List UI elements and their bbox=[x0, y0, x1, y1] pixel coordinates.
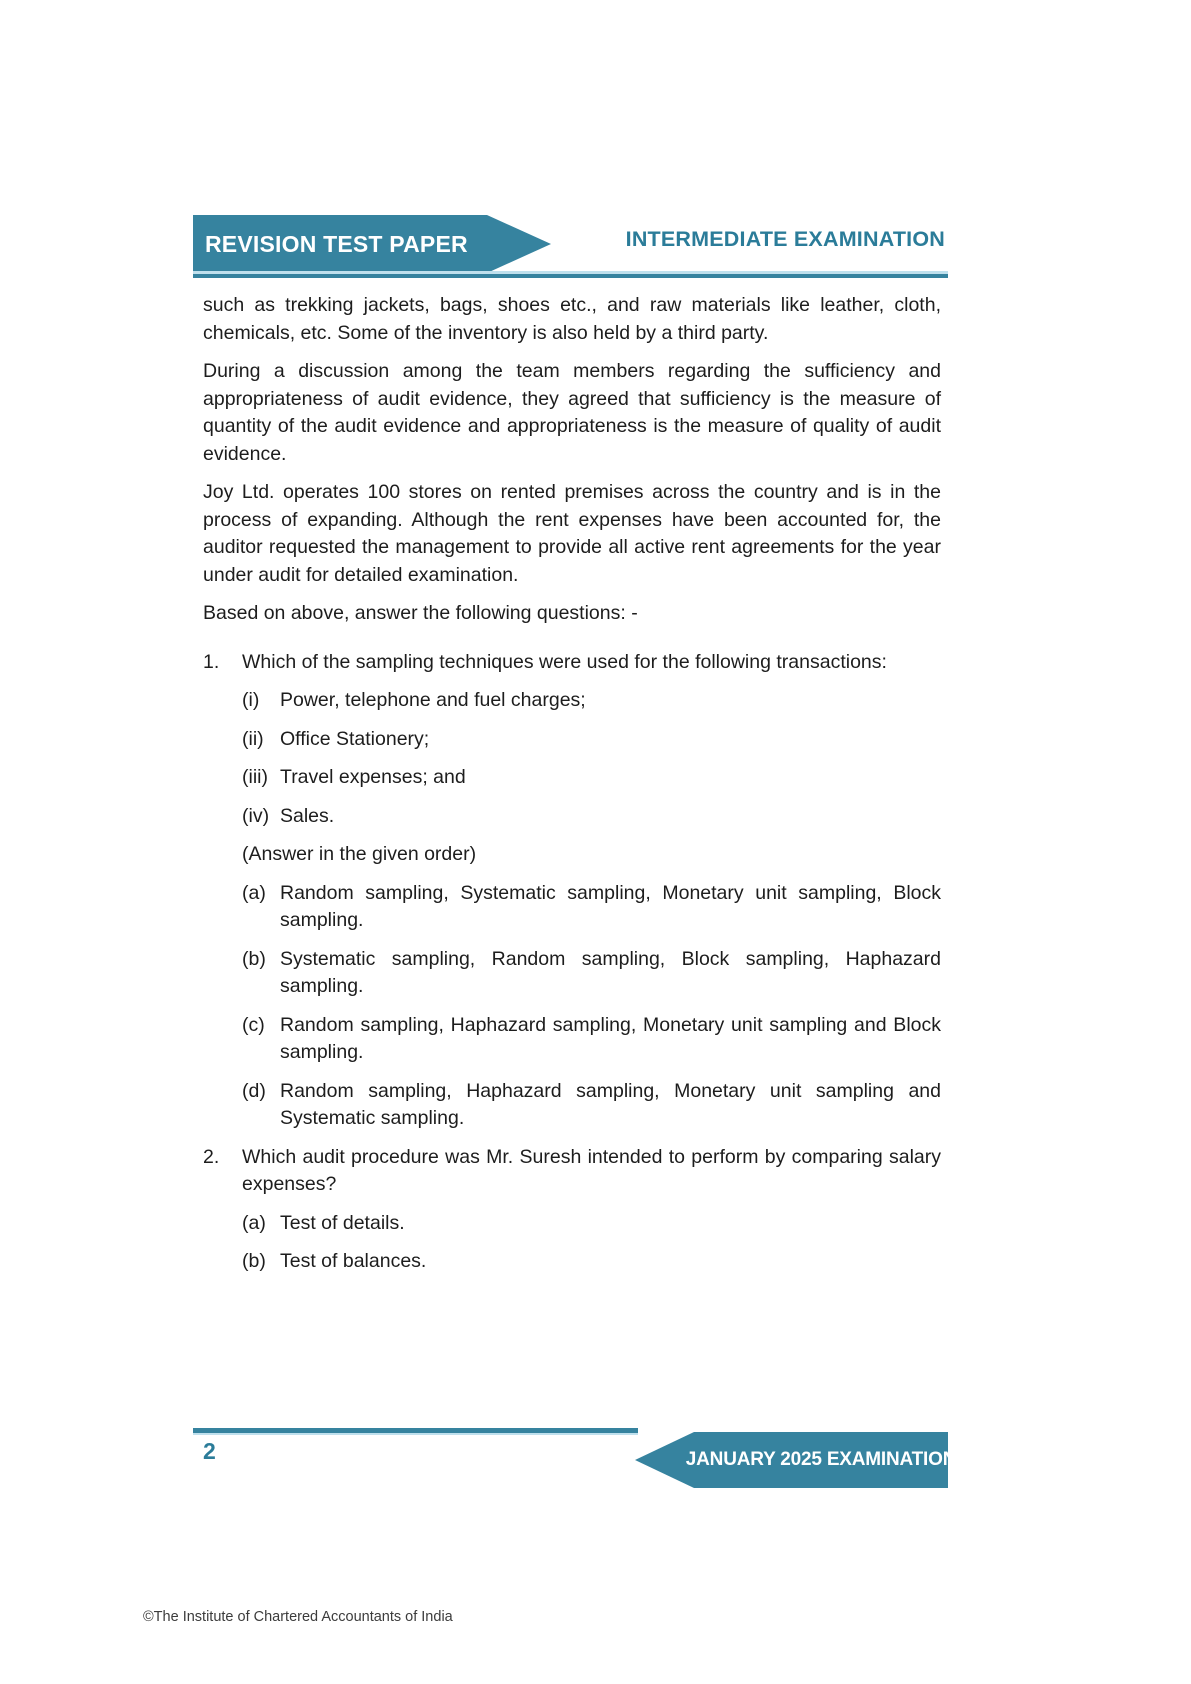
header-rule-dark-line bbox=[193, 274, 948, 279]
sub-item-label: (ii) bbox=[242, 727, 264, 750]
copyright-notice: ©The Institute of Chartered Accountants of India bbox=[143, 1609, 453, 1625]
option-a bbox=[242, 880, 941, 935]
sub-item-label: (iii) bbox=[242, 766, 268, 788]
revision-test-paper-banner bbox=[193, 215, 551, 273]
option-b bbox=[242, 946, 941, 1001]
sub-item-text: Sales. bbox=[280, 804, 335, 827]
option-label: (c) bbox=[242, 1013, 265, 1036]
footer-rule-light-line bbox=[193, 1433, 638, 1435]
question-text: Which of the sampling techniques were used for the following transactions: bbox=[242, 650, 887, 673]
answer-order-note: (Answer in the given order) bbox=[242, 843, 477, 865]
option-b bbox=[242, 1248, 941, 1276]
body-paragraph: Joy Ltd. operates 100 stores on rented premises across the country and is in the process of expanding. Although the rent expenses have been accounted for, the auditor requested the management to provide all active rent agreements for the year under audit for detailed examination. bbox=[203, 481, 941, 586]
option-label: (d) bbox=[242, 1079, 266, 1102]
option-text: Test of balances. bbox=[280, 1250, 427, 1272]
option-text: Systematic sampling, Random sampling, Block sampling, Haphazard sampling. bbox=[280, 947, 941, 997]
question-1 bbox=[203, 649, 941, 1133]
january-2025-examination-banner bbox=[635, 1432, 957, 1488]
question-2-subcontent bbox=[242, 1210, 941, 1276]
sub-item-text: Power, telephone and fuel charges; bbox=[280, 689, 586, 711]
sub-item-label: (iv) bbox=[242, 804, 270, 827]
question-row bbox=[203, 649, 941, 677]
question-row bbox=[203, 1144, 941, 1199]
question-number: 2. bbox=[203, 1145, 220, 1168]
option-a bbox=[242, 1210, 941, 1238]
question-text: Which audit procedure was Mr. Suresh intended to perform by comparing salary expenses? bbox=[242, 1145, 941, 1195]
body-paragraph: such as trekking jackets, bags, shoes etc., and raw materials like leather, cloth, chemicals, etc. Some of the inventory is also held by a third party. bbox=[203, 294, 941, 344]
banner-arrow-right-icon bbox=[487, 215, 551, 273]
option-label: (a) bbox=[242, 1211, 266, 1234]
option-d bbox=[242, 1078, 941, 1133]
banner-label: REVISION TEST PAPER bbox=[193, 215, 487, 273]
question-1-subcontent bbox=[242, 687, 941, 1133]
sub-item bbox=[242, 764, 941, 792]
option-label: (b) bbox=[242, 947, 266, 970]
body-paragraph: Based on above, answer the following questions: - bbox=[203, 602, 638, 624]
footer-rule bbox=[193, 1428, 638, 1435]
header-rule bbox=[193, 271, 948, 278]
exam-title: INTERMEDIATE EXAMINATION bbox=[625, 227, 945, 251]
option-label: (a) bbox=[242, 881, 266, 904]
sub-item-label: (i) bbox=[242, 689, 260, 711]
question-2 bbox=[203, 1144, 941, 1276]
option-c bbox=[242, 1012, 941, 1067]
page-body bbox=[203, 292, 941, 1287]
option-text: Test of details. bbox=[280, 1211, 405, 1234]
question-number: 1. bbox=[203, 650, 220, 673]
sub-item bbox=[242, 687, 941, 715]
sub-item bbox=[242, 803, 941, 831]
footer-banner-label: JANUARY 2025 EXAMINATION bbox=[694, 1432, 948, 1488]
sub-item-text: Travel expenses; and bbox=[280, 766, 466, 788]
option-text: Random sampling, Haphazard sampling, Monetary unit sampling and Block sampling. bbox=[280, 1013, 941, 1063]
option-text: Random sampling, Systematic sampling, Monetary unit sampling, Block sampling. bbox=[280, 881, 941, 931]
body-paragraph: During a discussion among the team members regarding the sufficiency and appropriateness of audit evidence, they agreed that sufficiency is the measure of quantity of the audit evidence and appropriateness is the measure of quality of audit evidence. bbox=[203, 360, 941, 465]
option-label: (b) bbox=[242, 1250, 266, 1272]
sub-item-text: Office Stationery; bbox=[280, 727, 430, 750]
option-text: Random sampling, Haphazard sampling, Monetary unit sampling and Systematic sampling. bbox=[280, 1079, 941, 1129]
sub-item bbox=[242, 726, 941, 754]
page-number: 2 bbox=[203, 1438, 216, 1464]
